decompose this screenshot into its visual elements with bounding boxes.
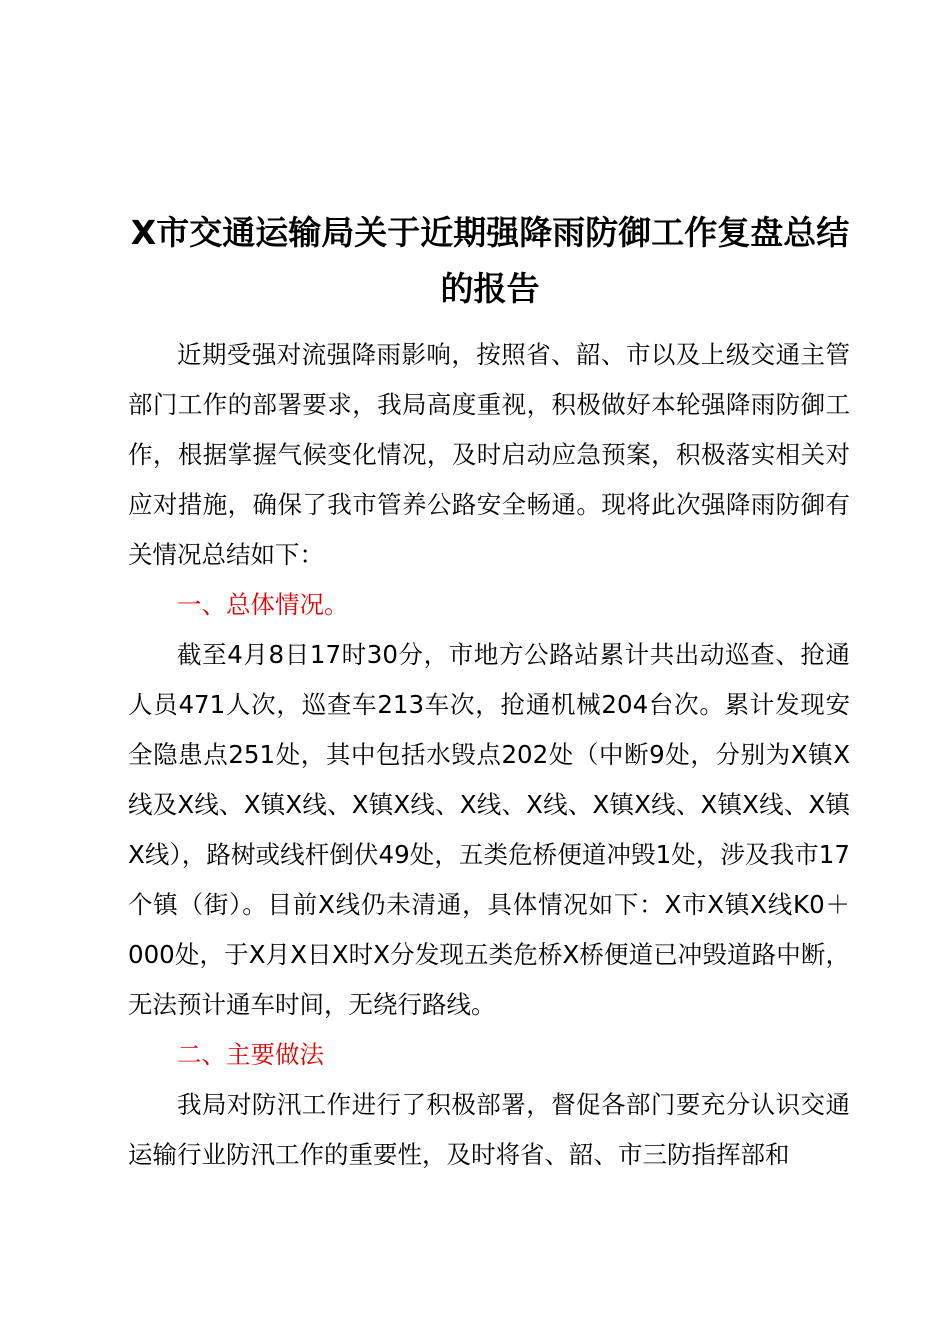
practices-paragraph: 我局对防汛工作进行了积极部署，督促各部门要充分认识交通运输行业防汛工作的重要性，及时将省、韶、市三防指挥部和 — [128, 1090, 850, 1169]
intro-paragraph: 近期受强对流强降雨影响，按照省、韶、市以及上级交通主管部门工作的部署要求，我局高度重视，积极做好本轮强降雨防御工作，根据掌握气候变化情况，及时启动应急预案，积极落实相关对应对措施，确保了我市管养公路安全畅通。现将此次强降雨防御有关情况总结如下： — [128, 340, 850, 569]
overview-paragraph: 截至4月8日17时30分，市地方公路站累计共出动巡查、抢通人员471人次，巡查车213车次，抢通机械204台次。累计发现安全隐患点251处，其中包括水毁点202处（中断9处，分别为X镇X线及X线、X镇X线、X镇X线、X线、X线、X镇X线、X镇X线、X镇X线），路树或线杆倒伏49处，五类危桥便道冲毁1处，涉及我市17个镇（街）。目前X线仍未清通，具体情况如下：X市X镇X线K0＋000处，于X月X日X时X分发现五类危桥X桥便道已冲毁道路中断，无法预计通车时间，无绕行路线。 — [128, 640, 850, 1019]
document-title: X市交通运输局关于近期强降雨防御工作复盘总结的报告 — [130, 213, 850, 308]
section-heading-practices: 二、主要做法 — [177, 1040, 324, 1069]
section-heading-overview: 一、总体情况。 — [177, 590, 349, 619]
document-body — [128, 330, 850, 1180]
